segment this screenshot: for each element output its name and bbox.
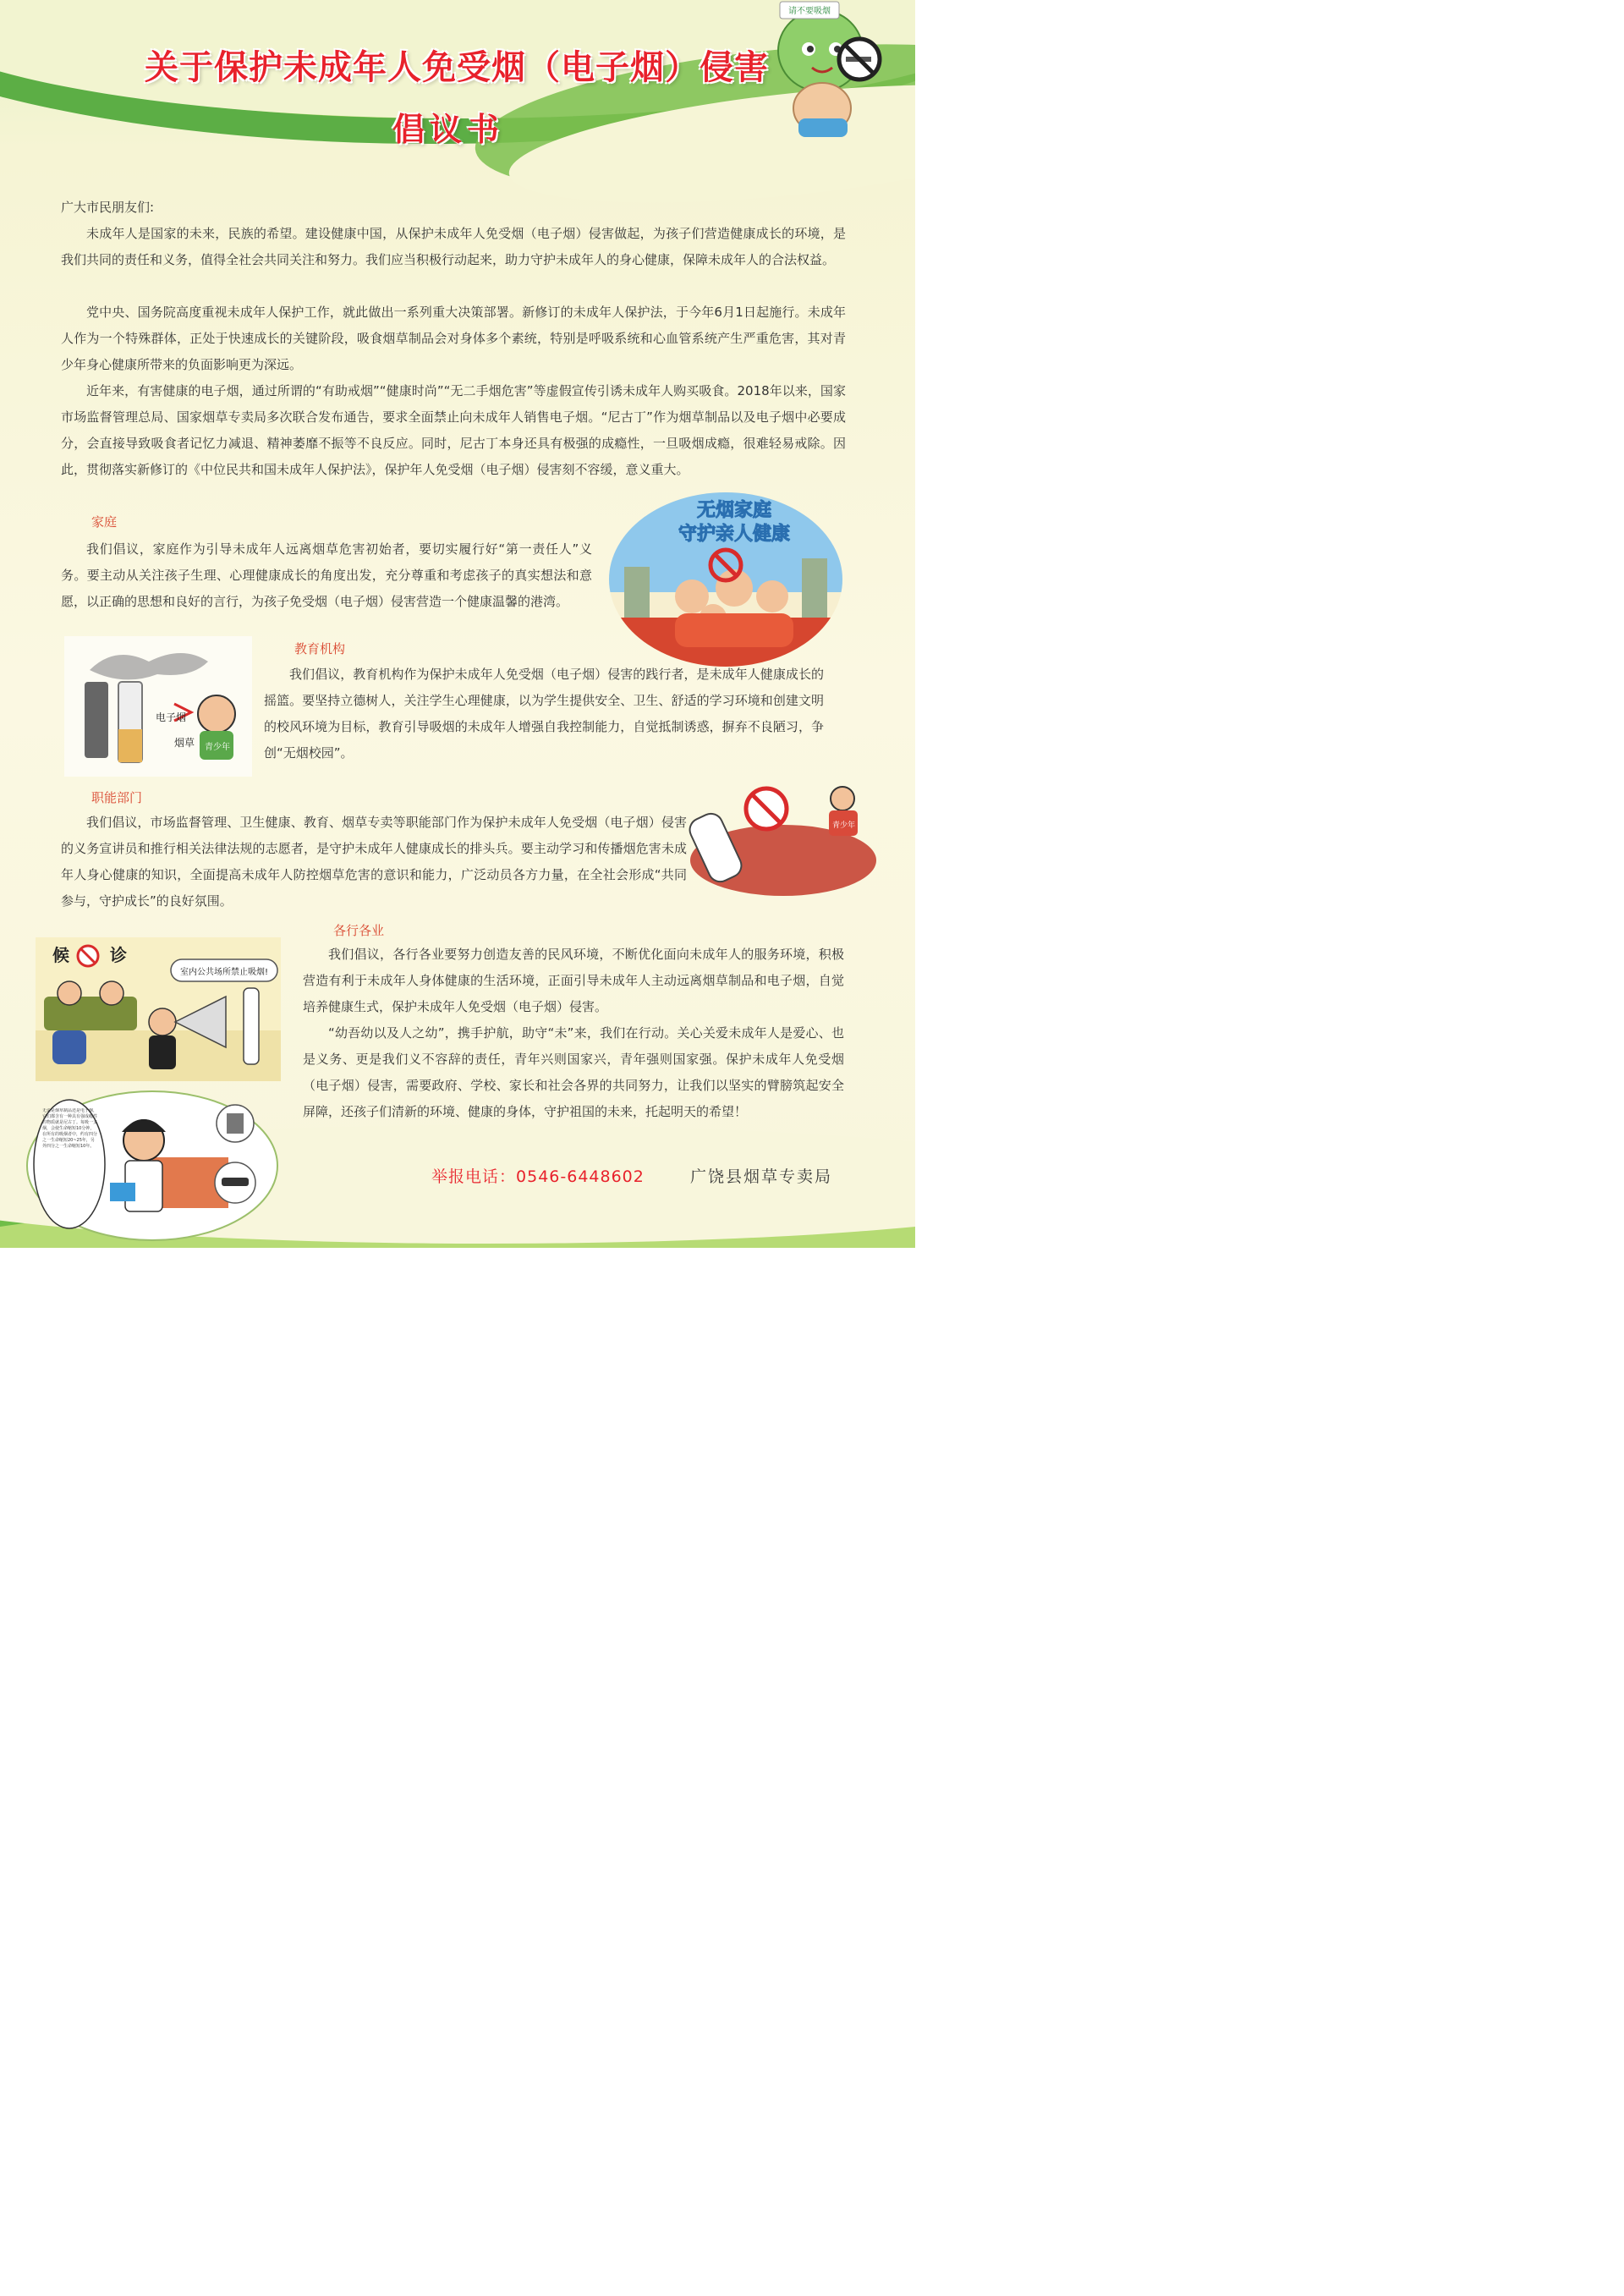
intro-paragraph-3: 近年来，有害健康的电子烟，通过所谓的“有助戒烟”“健康时尚”“无二手烟危害”等虚假宣传引诱未成年人购买吸食。2018年以来，国家市场监督管理总局、国家烟草专卖局多次联合发布通告，要求全面禁止向未成年人销售电子烟。“尼古丁”作为烟草制品以及电子烟中必要成分，会直接导致吸食者记忆力减退、精神萎靡不振等不良反应。同时，尼古丁本身还具有极强的成瘾性，一旦吸烟成瘾，很难轻易戒除。因此，贯彻落实新修订的《中位民共和国未成年人保护法》，保护年人免受烟（电子烟）侵害刻不容缓，意义重大。 [61, 383, 846, 477]
family-poster-line2: 守护亲人健康 [678, 524, 791, 545]
report-hotline-number: 0546-6448602 [516, 1167, 645, 1186]
youth-label: 青少年 [205, 743, 230, 752]
ecig-label: 电子烟 [156, 711, 187, 723]
no-smoking-family-illustration [607, 491, 844, 668]
greeting: 广大市民朋友们: [61, 200, 155, 215]
report-hotline-label: 举报电话： [431, 1167, 517, 1186]
tobacco-label: 烟草 [174, 737, 195, 749]
school-cartoon-label: 青少年 [832, 821, 856, 830]
section-heading-education: 教育机构 [294, 641, 346, 656]
closing-paragraph: “幼吾幼以及人之幼”，携手护航，助守“未”来，我们在行动。关心关爱未成年人是爱心、也是义务、更是我们义不容辞的责任，青年兴则国家兴，青年强则国家强。保护未成年人免受烟（电子烟）侵害，需要政府、学校、家长和社会各界的共同努力，让我们以坚实的臂膀筑起安全屏障，还孩子们清新的环境、健康的身体，守护祖国的未来，托起明天的希望！ [303, 1025, 844, 1119]
clinic-sign-1: 候 [52, 945, 69, 965]
kid-speech-note: 无论是烟草制品还是电子烟，它们都含有一种具有强成瘾性的物质就是尼古丁。每吸一支烟，会使生命缩短10分钟，在所有的吸烟者中，约有四分之一生命缩短20~25年，另外四分之一生命缩短10年。 [42, 1108, 98, 1149]
section-heading-departments: 职能部门 [91, 790, 143, 805]
intro-paragraph-2: 党中央、国务院高度重视未成年人保护工作，就此做出一系列重大决策部署。新修订的未成年人保护法，于今年6月1日起施行。未成年人作为一个特殊群体，正处于快速成长的关键阶段，吸食烟草制品会对身体多个素统，特别是呼吸系统和心血管系统产生严重危害，其对青少年身心健康所带来的负面影响更为深远。 [61, 305, 846, 372]
report-hotline [431, 1164, 645, 1187]
intro-paragraph-1: 未成年人是国家的未来，民族的希望。建设健康中国，从保护未成年人免受烟（电子烟）侵害做起，为孩子们营造健康成长的环境，是我们共同的责任和义务，值得全社会共同关注和努力。我们应当积极行动起来，助力守护未成年人的身心健康，保障未成年人的合法权益。 [61, 226, 846, 267]
no-smoking-icon [836, 36, 883, 83]
page-title: 关于保护未成年人免受烟（电子烟）侵害 [145, 47, 769, 87]
section-text-industries: 我们倡议，各行各业要努力创造友善的民风环境，不断优化面向未成年人的服务环境，积极营造有利于未成年人身体健康的生活环境，正面引导未成年人主动远离烟草制品和电子烟，自觉培养健康生式，保护未成年人免受烟（电子烟）侵害。 [303, 947, 844, 1014]
issuing-organization: 广饶县烟草专卖局 [690, 1167, 833, 1186]
section-heading-family: 家庭 [91, 514, 118, 530]
mascot-sign-text: 请不要吸烟 [788, 7, 831, 16]
page-subtitle: 倡议书 [392, 110, 504, 148]
clinic-speech-bubble: 室内公共场所禁止吸烟! [179, 968, 269, 977]
section-heading-industries: 各行各业 [333, 923, 385, 938]
section-text-education: 我们倡议，教育机构作为保护未成年人免受烟（电子烟）侵害的践行者，是未成年人健康成长的摇篮。要坚持立德树人，关注学生心理健康，以为学生提供安全、卫生、舒适的学习环境和创建文明的校风环境为目标，教育引导吸烟的未成年人增强自我控制能力，自觉抵制诱惑，摒弃不良陋习，争创“无烟校园”。 [264, 667, 824, 761]
section-text-family: 我们倡议，家庭作为引导未成年人远离烟草危害初始者，要切实履行好“第一责任人”义务。要主动从关注孩子生理、心理健康成长的角度出发，充分尊重和考虑孩子的真实想法和意愿，以正确的思想和良好的言行，为孩子免受烟（电子烟）侵害营造一个健康温馨的港湾。 [61, 541, 592, 609]
clinic-sign-2: 诊 [110, 945, 127, 965]
ecig-cartoon-illustration [64, 636, 252, 777]
clinic-no-smoking-illustration [36, 937, 281, 1081]
poster-sheet [0, 0, 915, 1248]
youth-rejects-cigarette-illustration [682, 780, 885, 907]
kid-anti-smoking-illustration [25, 1090, 279, 1242]
section-text-departments: 我们倡议，市场监督管理、卫生健康、教育、烟草专卖等职能部门作为保护未成年人免受烟（电子烟）侵害的义务宣讲员和推行相关法律法规的志愿者，是守护未成年人健康成长的排头兵。要主动学习和传播烟危害未成年人身心健康的知识，全面提高未成年人防控烟草危害的意识和能力，广泛动员各方力量，在全社会形成“共同参与，守护成长”的良好氛围。 [61, 815, 687, 909]
family-poster-line1: 无烟家庭 [696, 500, 772, 521]
